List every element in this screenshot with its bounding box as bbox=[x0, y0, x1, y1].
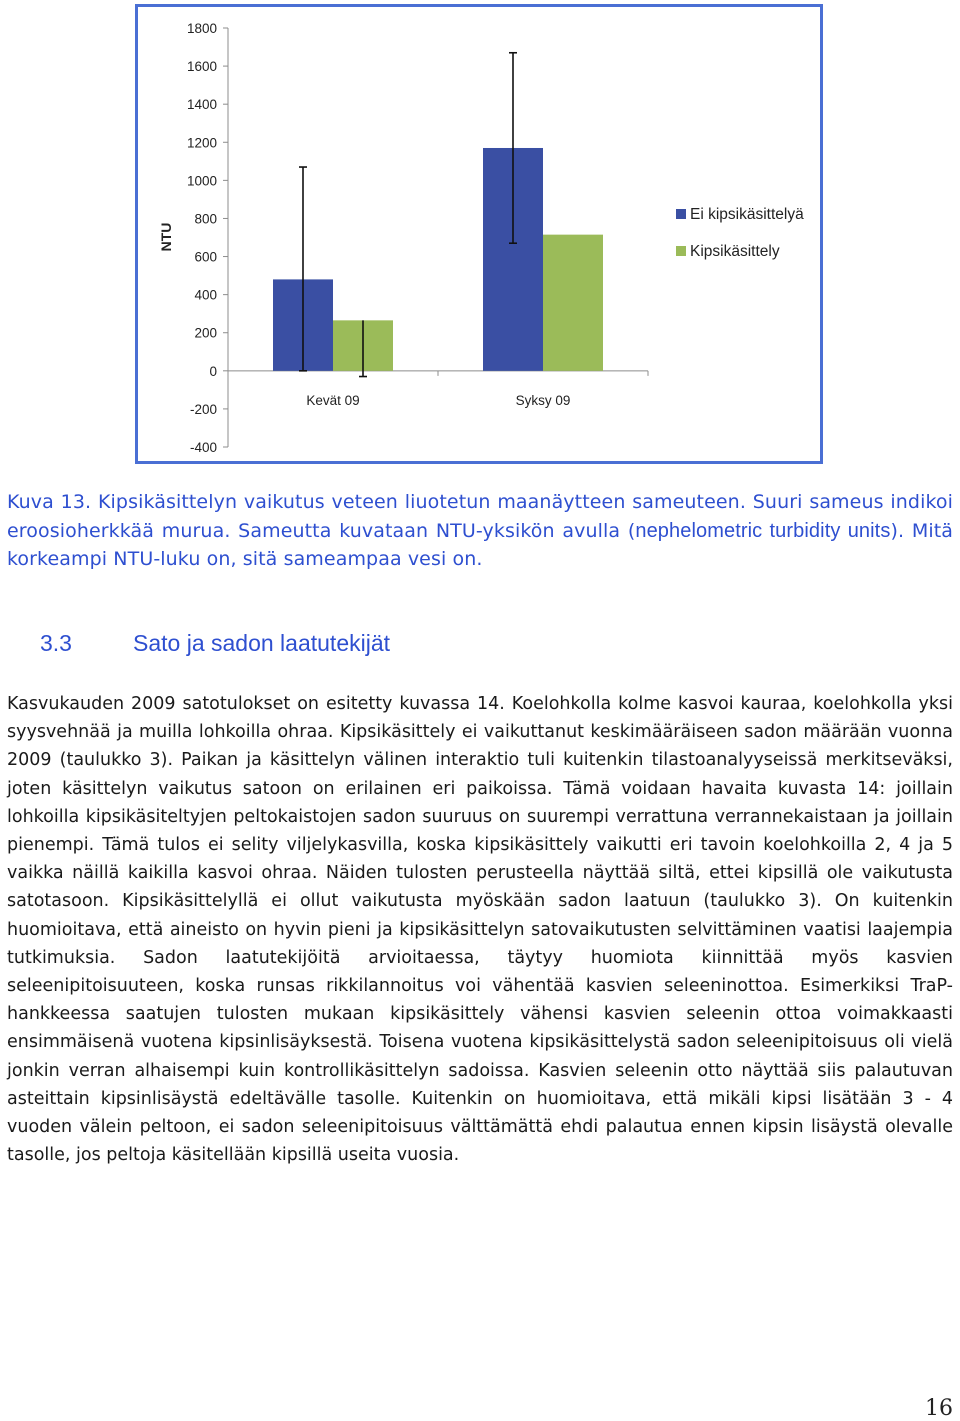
y-tick-label: -200 bbox=[189, 401, 217, 417]
y-tick-label: 1200 bbox=[186, 135, 217, 151]
legend-swatch bbox=[676, 209, 686, 219]
y-tick-label: 1000 bbox=[186, 173, 217, 189]
section-heading bbox=[40, 630, 390, 657]
y-tick-label: 200 bbox=[194, 325, 217, 341]
caption-unit-name: nephelometric turbidity units bbox=[635, 519, 891, 542]
section-title: Sato ja sadon laatutekijät bbox=[133, 630, 391, 656]
figure-caption bbox=[7, 488, 953, 574]
y-tick-label: 1400 bbox=[186, 97, 217, 113]
legend-swatch bbox=[676, 246, 686, 256]
x-tick-label: Syksy 09 bbox=[515, 392, 571, 408]
y-axis-title: NTU bbox=[158, 222, 174, 252]
legend-label: Ei kipsikäsittelyä bbox=[690, 206, 804, 223]
bar-kipsi bbox=[543, 235, 603, 371]
body-paragraph: Kasvukauden 2009 satotulokset on esitetty kuvassa 14. Koelohkolla kolme kasvoi kauraa, koelohkolla yksi syysvehnää ja muilla lohkoilla ohraa. Kipsikäsittely ei vaikuttanut keskimääräiseen sadon määrään vuonna 2009 (taulukko 3). Paikan ja käsittelyn välinen interaktio tuli kuitenkin tilastoanalyyseissä merkitseväksi, joten käsittelyn vaikutus satoon on erilainen eri paikoissa. Tämä voidaan havaita kuvasta 14: joillain lohkoilla kipsikäsiteltyjen peltokaistojen sadon suuruus on suurempi verrattuna verrannekaistaan ja joillain pienempi. Tämä tulos ei selity viljelykasvilla, koska kipsikäsittely vaikutti eri tavoin koelohkoilla 2, 4 ja 5 vaikka näillä kaikilla kasvoi ohraa. Näiden tulosten perusteella näyttää siltä, ettei kipsillä ole vaikutusta satotasoon. Kipsikäsittelyllä ei ollut vaikutusta myöskään sadon laatuun (taulukko 3). On kuitenkin huomioitava, että aineisto on hyvin pieni ja kipsikäsittelyn satovaikutusten selvittäminen vaatisi laajempia tutkimuksia. Sadon laatutekijöitä arvioitaessa, täytyy huomiota kiinnittää myös kasvien seleenipitoisuuteen, koska runsas rikkilannoitus voi vähentää kasvien seleeninottoa. Esimerkiksi TraP-hankkeessa saatujen tulosten mukaan kipsikäsittely vähensi kasvien seleenin ottoa voimakkaasti ensimmäisenä vuotena kipsinlisäyksestä. Toisena vuotena kipsikäsittelystä sadon seleenipitoisuus oli vielä jonkin verran alhaisempi kuin kontrollikäsittelyn sadoissa. Kasvien seleenin otto näyttää siis palautuvan asteittain kipsinlisäystä edeltävälle tasolle. Kuitenkin on huomioitava, että mikäli kipsi lisätään 3 - 4 vuoden välein peltoon, ei sadon seleenipitoisuus välttämättä ehdi palautua ennen kipsin lisäystä olevalle tasolle, jos peltoja käsitellään kipsillä useita vuosia. bbox=[7, 694, 953, 1166]
y-tick-label: 400 bbox=[194, 287, 217, 303]
y-tick-label: 1800 bbox=[186, 21, 217, 36]
legend-label: Kipsikäsittely bbox=[690, 243, 780, 260]
bar-chart bbox=[138, 7, 820, 461]
caption-tail: ). Mitä korkeampi NTU-luku on, sitä sameampaa vesi on. bbox=[7, 519, 954, 570]
y-tick-label: 800 bbox=[194, 211, 217, 227]
y-tick-label: 0 bbox=[209, 363, 217, 379]
section-number: 3.3 bbox=[40, 630, 72, 656]
y-tick-label: 600 bbox=[194, 249, 217, 265]
caption-main: Kuva 13. Kipsikäsittelyn vaikutus veteen liuotetun maanäytteen sameuteen. Suuri sameus indikoi eroosioherkkää murua. Sameutta kuvataan NTU-yksikön avulla ( bbox=[7, 491, 953, 542]
page-number: 16 bbox=[925, 1396, 953, 1421]
x-tick-label: Kevät 09 bbox=[306, 392, 360, 408]
y-tick-label: -400 bbox=[189, 440, 217, 455]
chart-figure bbox=[135, 4, 823, 464]
y-tick-label: 1600 bbox=[186, 59, 217, 75]
